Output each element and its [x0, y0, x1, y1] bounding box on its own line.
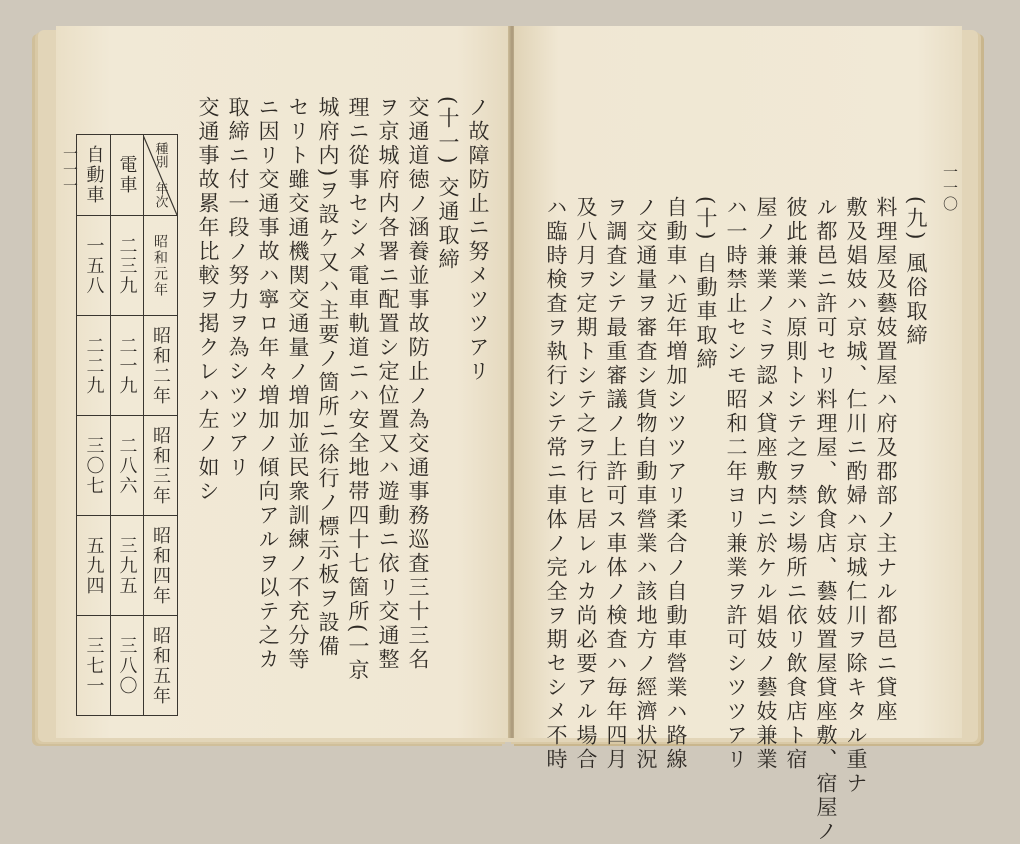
right-page-number: 一一〇 [941, 164, 959, 212]
table-auto-cell: 五九四 [77, 515, 110, 616]
text-column: 城府内)ヲ設ケ又ハ主要ノ箇所ニ徐行ノ標示板ヲ設備 [316, 96, 340, 660]
text-column: 屋ノ兼業ノミヲ認メ貸座敷内ニ於ケル娼妓ノ藝妓兼業 [754, 196, 778, 772]
section-heading: (十) 自動車取締 [694, 196, 718, 373]
text-column: ハ一時禁止セシモ昭和二年ヨリ兼業ヲ許可シツツアリ [724, 196, 748, 772]
table-tram-cell: 二八六 [110, 415, 143, 516]
text-column: ノ故障防止ニ努メツツアリ [466, 96, 490, 384]
table-auto-cell: 二二九 [77, 315, 110, 416]
table-tram-cell: 二三九 [110, 215, 143, 316]
table-tram-cell: 三九五 [110, 515, 143, 616]
table-row-label-tram: 電車 [116, 155, 138, 195]
text-column: 交通道徳ノ涵養並事故防止ノ為交通事務巡査三十三名 [406, 96, 430, 672]
table-tram-cell: 三八〇 [110, 615, 143, 716]
text-column: 彼此兼業ハ原則トシテ之ヲ禁シ場所ニ依リ飲食店ト宿 [784, 196, 808, 772]
right-page [514, 26, 962, 844]
text-column: セリト雖交通機関交通量ノ増加並民衆訓練ノ不充分等 [286, 96, 310, 672]
text-column: 交通事故累年比較ヲ掲クレハ左ノ如シ [196, 96, 220, 504]
text-column: ル都邑ニ許可セリ料理屋、飲食店、藝妓置屋貸座敷、宿屋ノ [814, 196, 838, 844]
text-column: ハ臨時検査ヲ執行シテ常ニ車体ノ完全ヲ期セシメ不時 [544, 196, 568, 772]
table-year-cell: 昭和五年 [143, 615, 177, 716]
text-column: 料理屋及藝妓置屋ハ府及郡部ノ主ナル都邑ニ貸座 [874, 196, 898, 724]
left-page [56, 26, 513, 738]
section-heading: (十一) 交通取締 [436, 96, 460, 273]
table-year-cell: 昭和三年 [143, 415, 177, 516]
table-year-cell: 昭和二年 [143, 315, 177, 416]
text-column: 自動車ハ近年増加シツツアリ柔合ノ自動車營業ハ路線 [664, 196, 688, 772]
table-tram-cell: 二一九 [110, 315, 143, 416]
accident-stats-table [76, 134, 178, 716]
text-column: ヲ調査シテ最重審議ノ上許可ス車体ノ検査ハ毎年四月 [604, 196, 628, 772]
open-book [38, 22, 978, 844]
text-column: ノ交通量ヲ審査シ貨物自動車營業ハ該地方ノ經濟状況 [634, 196, 658, 772]
text-column: 及八月ヲ定期トシテ之ヲ行ヒ居レルカ尚必要アル場合 [574, 196, 598, 772]
table-header-year: 年次 [152, 182, 168, 208]
table-auto-cell: 三〇七 [77, 415, 110, 516]
table-year-cell: 昭和四年 [143, 515, 177, 616]
text-column: 敷及娼妓ハ京城、仁川ニ酌婦ハ京城仁川ヲ除キタル重ナ [844, 196, 868, 796]
table-auto-cell: 三七一 [77, 615, 110, 716]
table-row-label-auto: 自動車 [83, 145, 105, 205]
table-auto-cell: 一五八 [77, 215, 110, 316]
text-column: ヲ京城府内各署ニ配置シ定位置又ハ遊動ニ依リ交通整 [376, 96, 400, 672]
section-heading: (九) 風俗取締 [904, 196, 928, 349]
text-column: 取締ニ付一段ノ努力ヲ為シツツアリ [226, 96, 250, 480]
left-page-number: 一一一 [61, 146, 79, 194]
text-column: ニ因リ交通事故ハ寧ロ年々増加ノ傾向アルヲ以テ之カ [256, 96, 280, 672]
text-column: 理ニ從事セシメ電車軌道ニハ安全地帯四十七箇所(一京 [346, 96, 370, 684]
table-year-cell: 昭和元年 [143, 215, 177, 316]
table-header-type: 種別 [152, 142, 168, 168]
